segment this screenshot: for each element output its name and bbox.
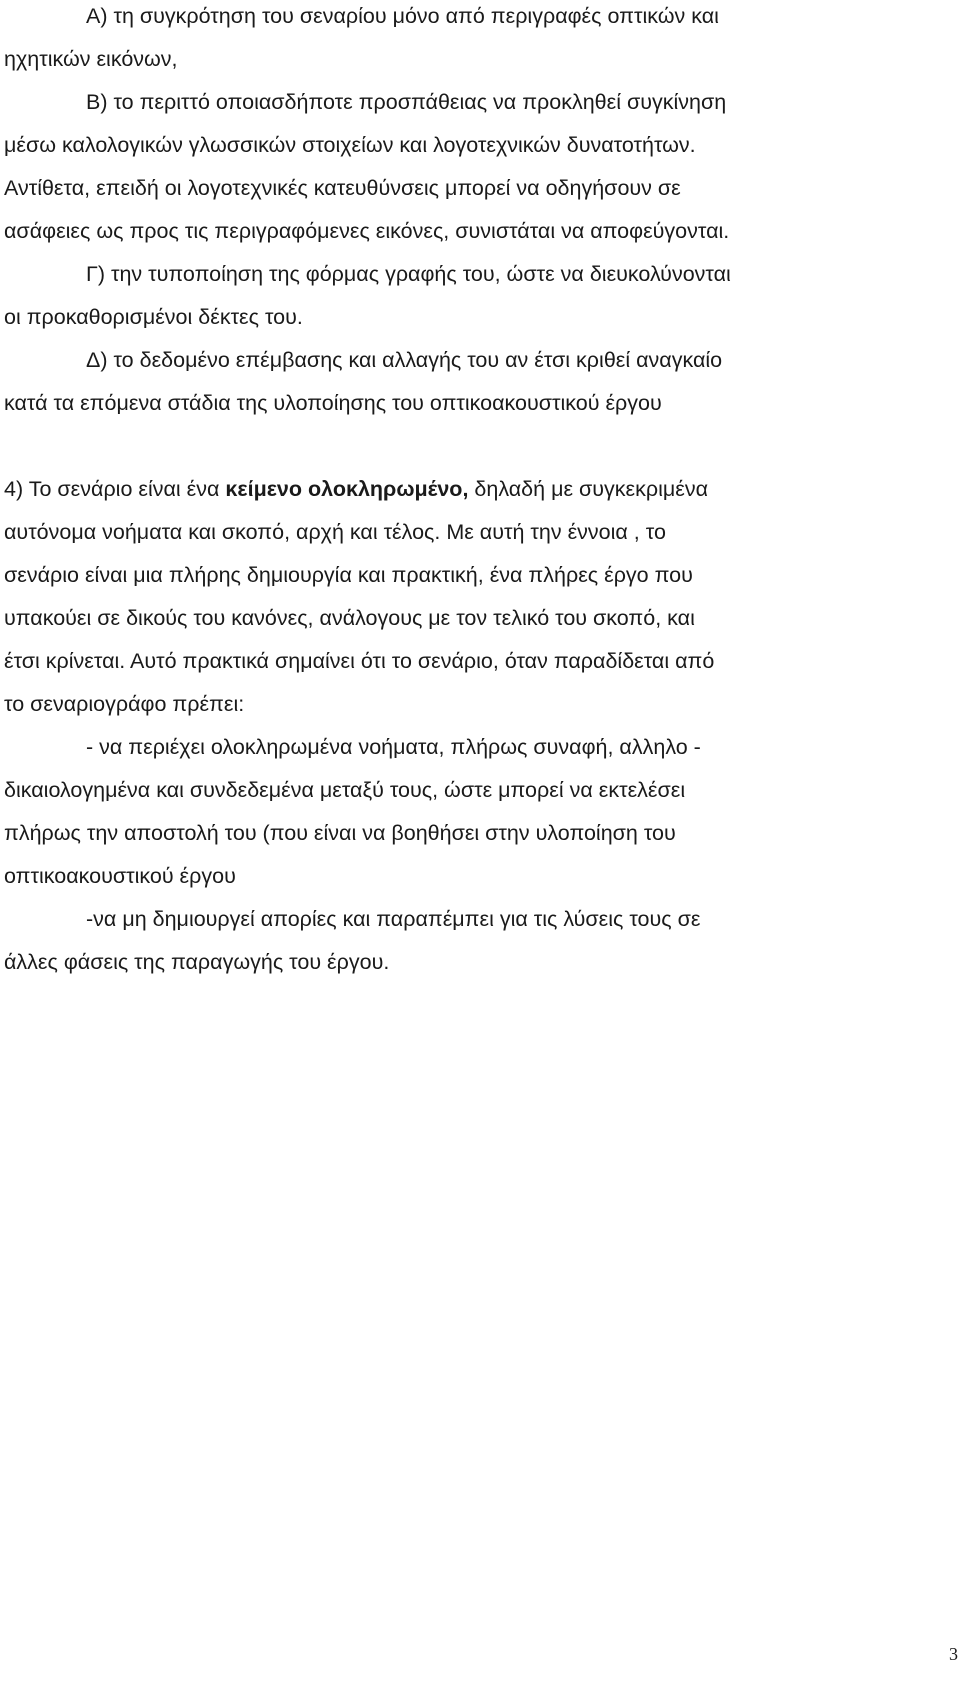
section-4-line-1 (4, 479, 708, 501)
section-4-emphasis: κείμενο ολοκληρωμένο, (225, 477, 469, 501)
section-4-line-6: το σεναριογράφο πρέπει: (4, 692, 245, 716)
page-number: 3 (949, 1644, 958, 1664)
section-4-intro: 4) Το σενάριο είναι ένα (4, 477, 226, 501)
section-4-line-5: έτσι κρίνεται. Αυτό πρακτικά σημαίνει ότι το σενάριο, όταν παραδίδεται από (4, 649, 715, 673)
requirement-1-line-2: δικαιολογημένα και συνδεδεμένα μεταξύ τους, ώστε μπορεί να εκτελέσει (4, 778, 686, 802)
section-4-line-4: υπακούει σε δικούς του κανόνες, ανάλογους με τον τελικό του σκοπό, και (4, 606, 695, 630)
requirement-2-line-2: άλλες φάσεις της παραγωγής του έργου. (4, 950, 390, 974)
paragraph-a-line-2: ηχητικών εικόνων, (4, 47, 178, 71)
paragraph-c-line-1: Γ) την τυποποίηση της φόρμας γραφής του, ώστε να διευκολύνονται (86, 262, 731, 286)
paragraph-b-line-3: Αντίθετα, επειδή οι λογοτεχνικές κατευθύνσεις μπορεί να οδηγήσουν σε (4, 176, 681, 200)
requirement-1-line-1: - να περιέχει ολοκληρωμένα νοήματα, πλήρως συναφή, αλληλο - (86, 735, 701, 759)
section-4-line-3: σενάριο είναι μια πλήρης δημιουργία και πρακτική, ένα πλήρες έργο που (4, 563, 693, 587)
section-4-line-2: αυτόνομα νοήματα και σκοπό, αρχή και τέλος. Με αυτή την έννοια , το (4, 520, 666, 544)
requirement-2-line-1: -να μη δημιουργεί απορίες και παραπέμπει για τις λύσεις τους σε (86, 907, 701, 931)
paragraph-c-line-2: οι προκαθορισμένοι δέκτες του. (4, 305, 303, 329)
paragraph-b-line-1: Β) το περιττό οποιασδήποτε προσπάθειας να προκληθεί συγκίνηση (86, 90, 727, 114)
requirement-1-line-3: πλήρως την αποστολή του (που είναι να βοηθήσει στην υλοποίηση του (4, 821, 676, 845)
paragraph-a-line-1: Α) τη συγκρότηση του σεναρίου μόνο από περιγραφές οπτικών και (86, 4, 719, 28)
paragraph-b-line-2: μέσω καλολογικών γλωσσικών στοιχείων και λογοτεχνικών δυνατοτήτων. (4, 133, 696, 157)
paragraph-d-line-2: κατά τα επόμενα στάδια της υλοποίησης του οπτικοακουστικού έργου (4, 391, 662, 415)
paragraph-d-line-1: Δ) το δεδομένο επέμβασης και αλλαγής του αν έτσι κριθεί αναγκαίο (86, 348, 723, 372)
section-4-intro-tail: δηλαδή με συγκεκριμένα (468, 477, 709, 501)
paragraph-b-line-4: ασάφειες ως προς τις περιγραφόμενες εικόνες, συνιστάται να αποφεύγονται. (4, 219, 730, 243)
requirement-1-line-4: οπτικοακουστικού έργου (4, 864, 236, 888)
